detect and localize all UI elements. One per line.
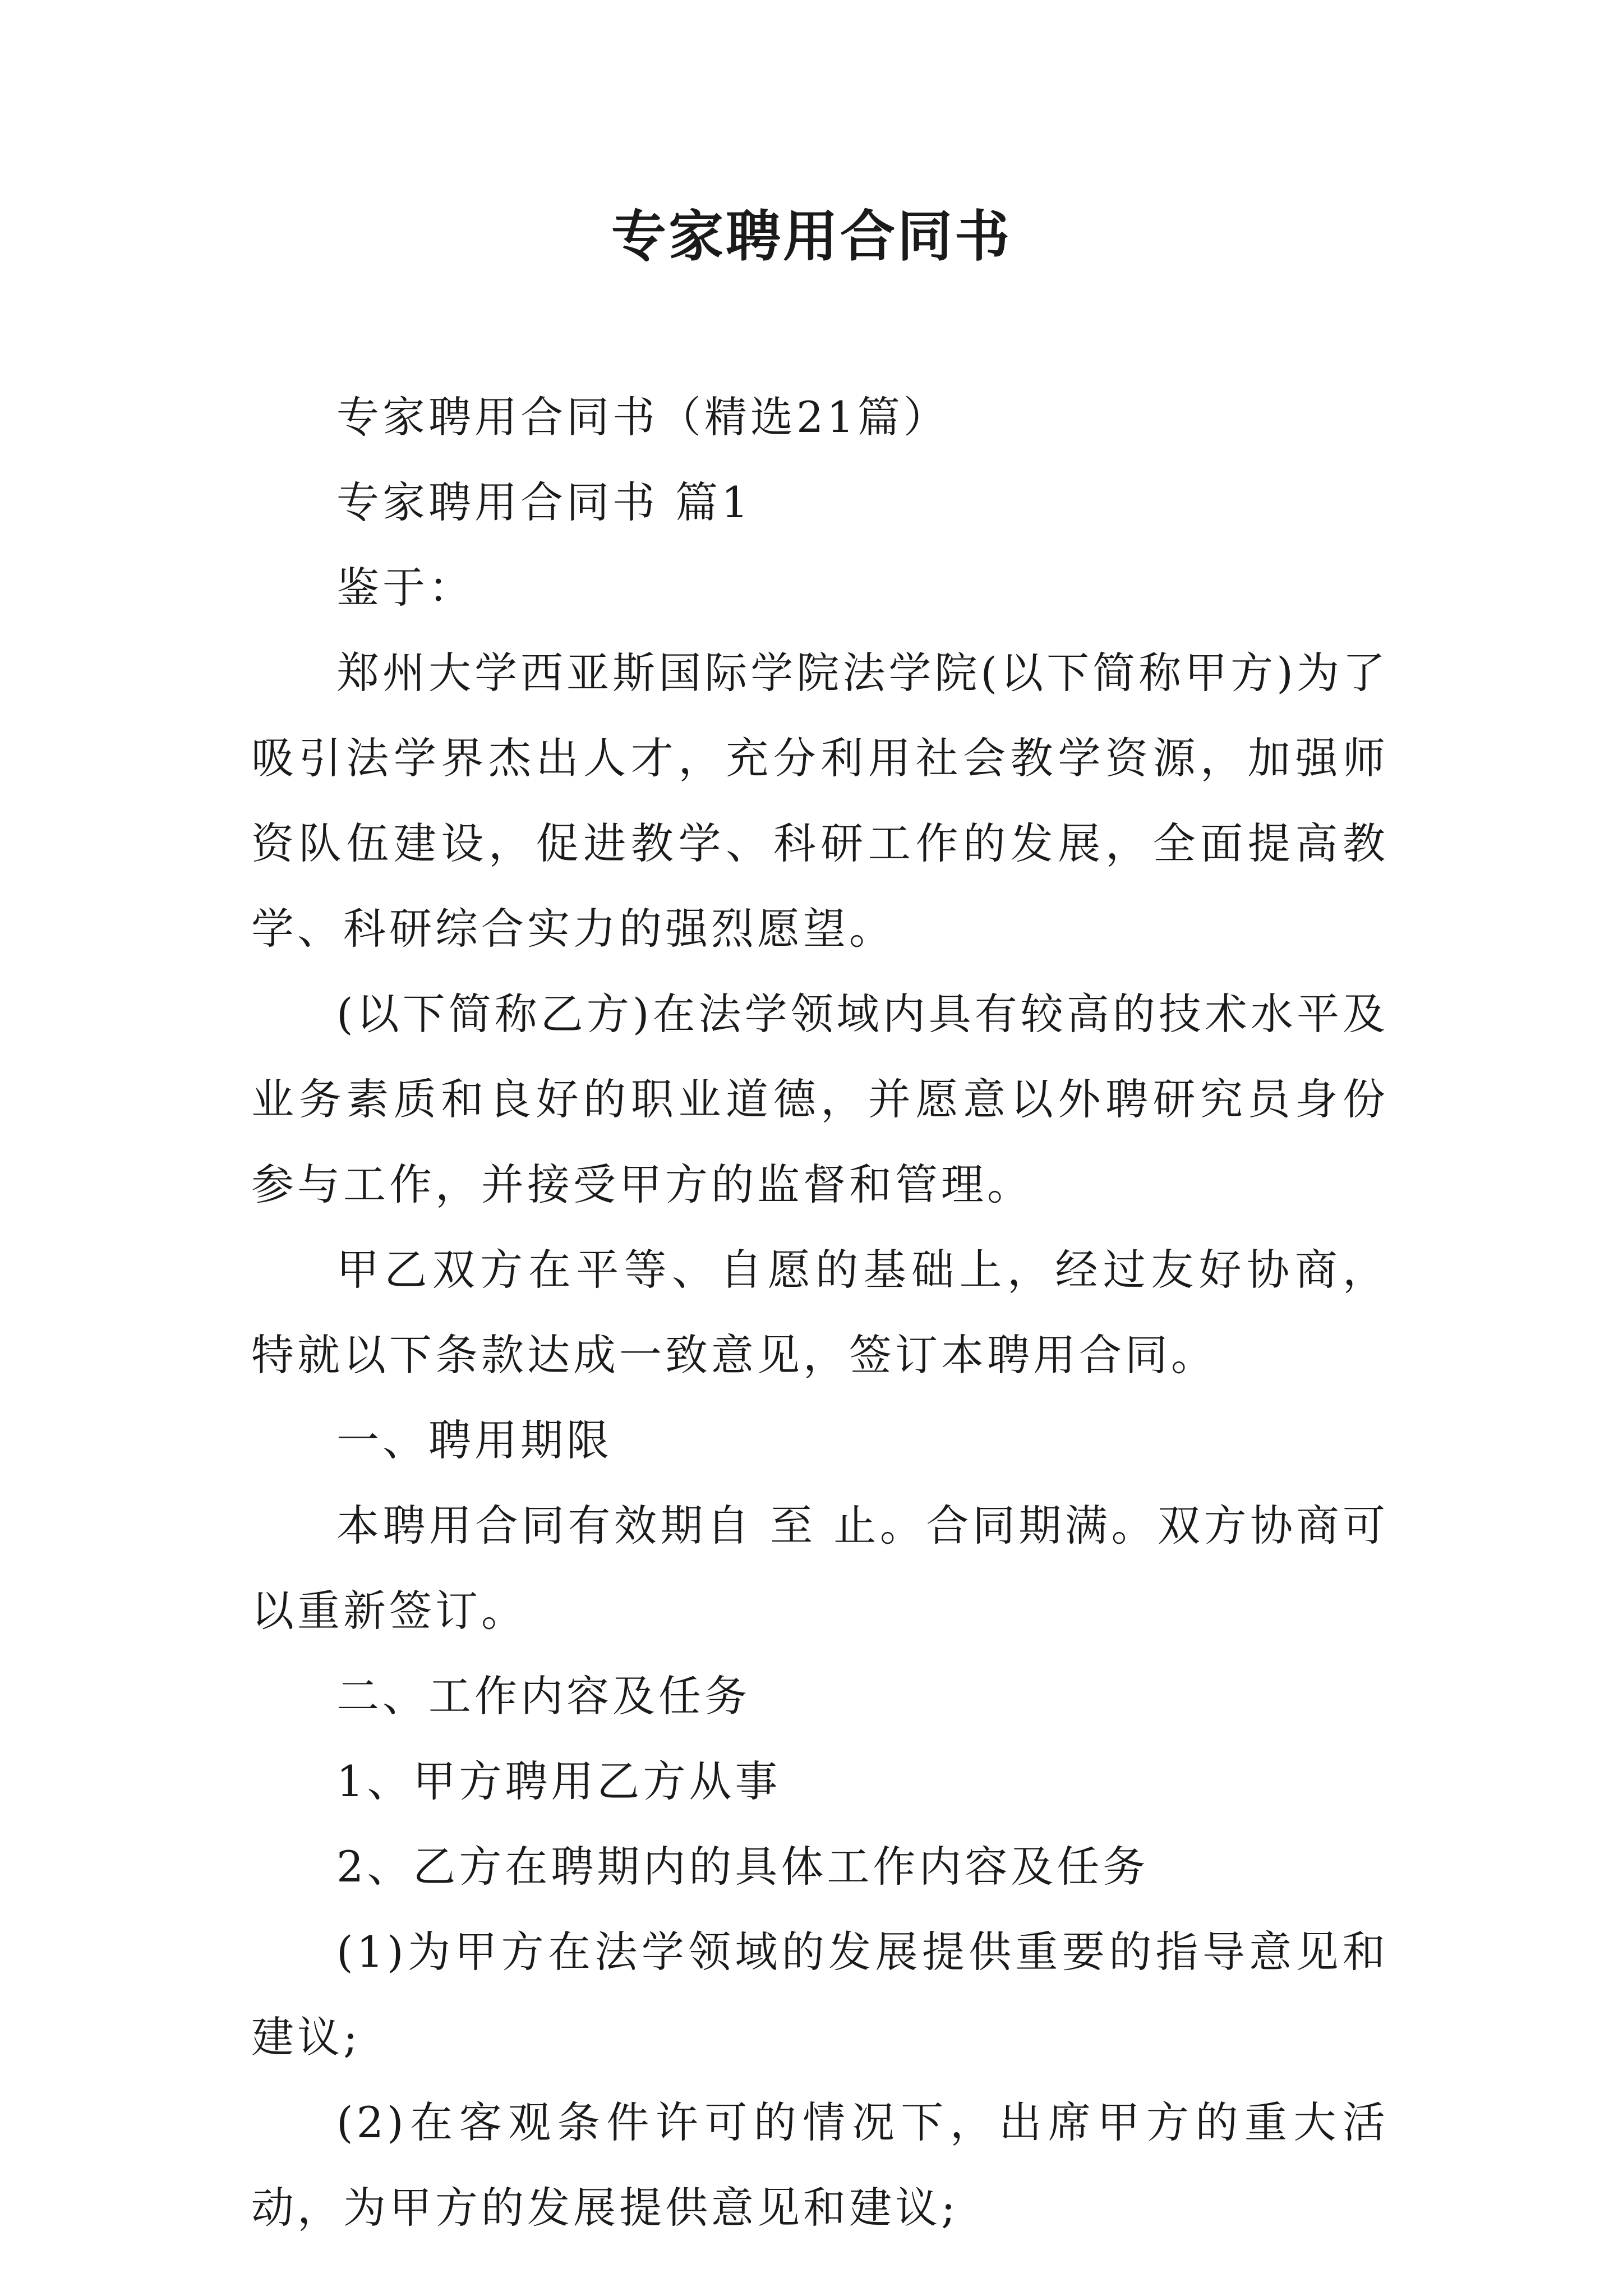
document-title: 专家聘用合同书 bbox=[611, 205, 1012, 269]
list-item: 2、乙方在聘期内的具体工作内容及任务 bbox=[336, 1842, 1149, 1892]
paragraph: 本聘用合同有效期自 至 止。合同期满。双方协商可以重新签订。 bbox=[251, 1501, 1389, 1636]
clause-heading: 一、聘用期限 bbox=[336, 1415, 612, 1465]
list-item: (2)在客观条件许可的情况下，出席甲方的重大活动，为甲方的发展提供意见和建议; bbox=[251, 2097, 1389, 2233]
paragraph: (以下简称乙方)在法学领域内具有较高的技术水平及业务素质和良好的职业道德，并愿意以外聘研究员身份参与工作，并接受甲方的监督和管理。 bbox=[251, 989, 1389, 1209]
document-body bbox=[251, 375, 1389, 2251]
document-subtitle: 专家聘用合同书（精选21篇） bbox=[336, 392, 949, 442]
paragraph: 甲乙双方在平等、自愿的基础上，经过友好协商，特就以下条款达成一致意见，签订本聘用合同。 bbox=[251, 1245, 1389, 1380]
paragraph: 鉴于： bbox=[336, 563, 474, 613]
list-item: 1、甲方聘用乙方从事 bbox=[336, 1756, 781, 1806]
paragraph: 郑州大学西亚斯国际学院法学院(以下简称甲方)为了吸引法学界杰出人才，充分利用社会教学资源，加强师资队伍建设，促进教学、科研工作的发展，全面提高教学、科研综合实力的强烈愿望。 bbox=[251, 648, 1389, 954]
list-item: (1)为甲方在法学领域的发展提供重要的指导意见和建议; bbox=[251, 1927, 1389, 2062]
clause-heading: 二、工作内容及任务 bbox=[336, 1671, 750, 1721]
section-heading: 专家聘用合同书 篇1 bbox=[336, 477, 752, 527]
